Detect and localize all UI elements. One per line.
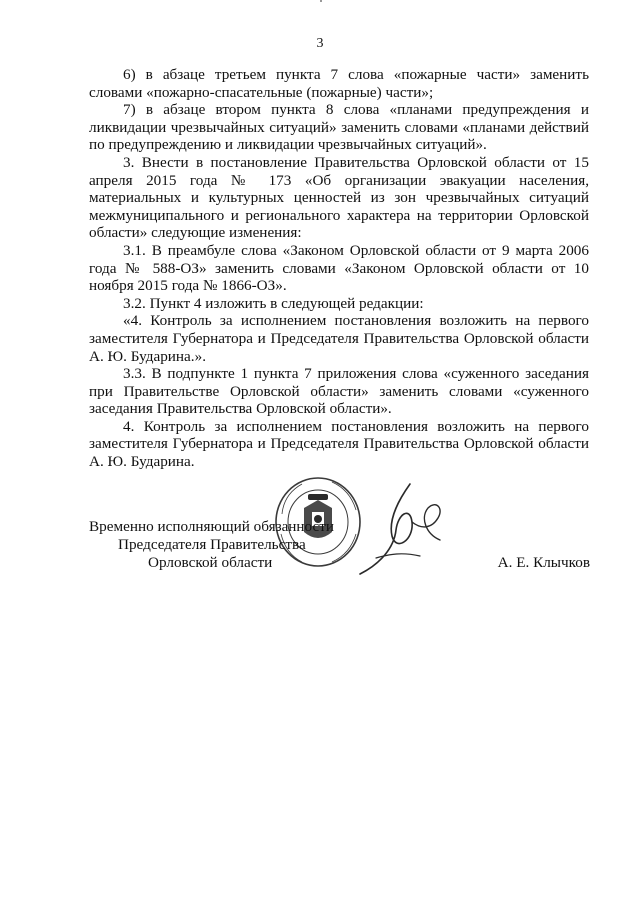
signature-block [0, 518, 640, 588]
scan-artifact [320, 0, 322, 2]
paragraph-3-3: 3.3. В подпункте 1 пункта 7 приложения слова «суженного заседания при Правительстве Орловской области» заменить словами «суженного заседания Правительства Орловской области». [89, 365, 589, 418]
paragraph-3-2: 3.2. Пункт 4 изложить в следующей редакции: [123, 294, 424, 312]
paragraph-3-1: 3.1. В преамбуле слова «Законом Орловской области от 9 марта 2006 года № 588-ОЗ» заменить словами «Законом Орловской области от 10 ноября 2015 года № 1866-ОЗ». [89, 241, 589, 295]
signatory-title-line-3: Орловской области [148, 554, 273, 571]
paragraph-4: 4. Контроль за исполнением постановления возложить на первого заместителя Губернатора и Председателя Правительства Орловской области А. Ю. Бударина. [89, 417, 589, 471]
document-body [89, 66, 589, 471]
paragraph-6: 6) в абзаце третьем пункта 7 слова «пожарные части» заменить словами «пожарно-спасательные (пожарные) части»; [89, 66, 589, 101]
page-number: 3 [316, 36, 324, 51]
signatory-name: А. Е. Клычков [497, 554, 590, 571]
paragraph-quoted-4: «4. Контроль за исполнением постановления возложить на первого заместителя Губернатора и Председателя Правительства Орловской области А. Ю. Бударина.». [89, 312, 589, 365]
paragraph-3: 3. Внести в постановление Правительства Орловской области от 15 апреля 2015 года № 173 «Об организации эвакуации населения, материальных и культурных ценностей из зон чрезвычайных ситуаций межмуниципального и регионального характера на территории Орловской области» следующие изменения: [89, 153, 589, 242]
paragraph-7: 7) в абзаце втором пункта 8 слова «планами предупреждения и ликвидации чрезвычайных ситуаций» заменить словами «планами действий по предупреждению и ликвидации чрезвычайных ситуаций». [89, 101, 589, 154]
signatory-title-line-2: Председателя Правительства [118, 536, 306, 553]
signatory-title-line-1: Временно исполняющий обязанности [89, 518, 335, 535]
